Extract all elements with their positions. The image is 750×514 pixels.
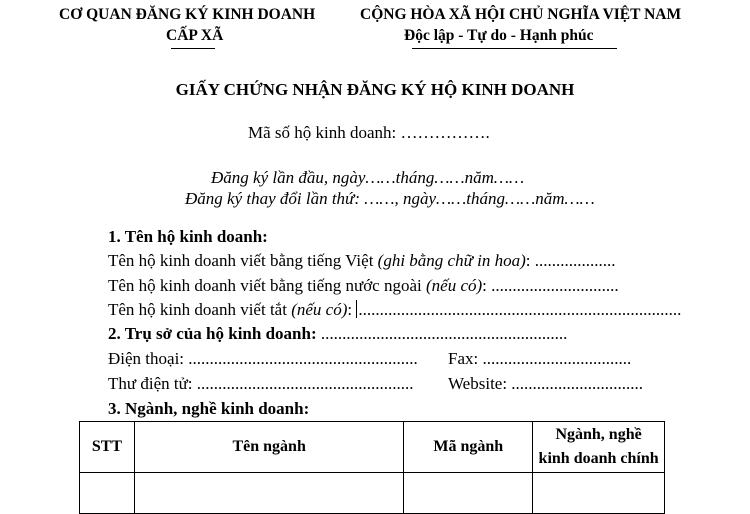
- foreign-name-dots: : ..............................: [482, 276, 619, 295]
- national-motto: Độc lập - Tự do - Hạnh phúc: [404, 27, 594, 44]
- col-main-header: [533, 422, 665, 473]
- vietnamese-name-note: (ghi bằng chữ in hoa): [377, 251, 526, 270]
- table-header-row: [80, 422, 665, 473]
- section-2-field[interactable]: [108, 324, 567, 344]
- table-cell[interactable]: [80, 473, 135, 514]
- short-name-note: (nếu có): [291, 300, 348, 319]
- section-3-heading: 3. Ngành, nghề kinh doanh:: [108, 399, 310, 418]
- short-name-dots: ............................................................................: [358, 300, 682, 319]
- change-registration-line: Đăng ký thay đổi lần thứ: ……, ngày……tháng……năm……: [185, 189, 595, 208]
- foreign-name-label: Tên hộ kinh doanh viết bằng tiếng nước ngoài: [108, 276, 426, 295]
- email-field[interactable]: Thư điện tử: ...................................................: [108, 374, 414, 393]
- fax-field[interactable]: Fax: ...................................: [448, 349, 632, 368]
- business-code-line: Mã số hộ kinh doanh: …………….: [248, 123, 490, 142]
- vietnamese-name-field[interactable]: [108, 251, 616, 271]
- short-name-colon: :: [347, 300, 357, 319]
- first-registration-line: Đăng ký lần đầu, ngày……tháng……năm……: [211, 168, 525, 187]
- col-name-header: Tên ngành: [134, 422, 403, 473]
- col-stt-header: STT: [80, 422, 135, 473]
- national-title: CỘNG HÒA XÃ HỘI CHỦ NGHĨA VIỆT NAM: [360, 6, 682, 23]
- col-code-header: Mã ngành: [404, 422, 533, 473]
- section-2-heading: 2. Trụ sở của hộ kinh doanh:: [108, 324, 317, 343]
- col-main-header-line1: Ngành, nghề: [555, 426, 642, 443]
- document-title: GIẤY CHỨNG NHẬN ĐĂNG KÝ HỘ KINH DOANH: [175, 80, 575, 99]
- foreign-name-note: (nếu có): [426, 276, 483, 295]
- foreign-name-field[interactable]: [108, 276, 619, 296]
- table-row: [80, 473, 665, 514]
- phone-field[interactable]: Điện thoại: ......................................................: [108, 349, 418, 368]
- table-cell[interactable]: [134, 473, 403, 514]
- section-1-heading: 1. Tên hộ kinh doanh:: [108, 227, 268, 246]
- table-cell[interactable]: [533, 473, 665, 514]
- agency-level: CẤP XÃ: [166, 27, 224, 44]
- section-2-dots: ..........................................................: [316, 324, 568, 343]
- short-name-label: Tên hộ kinh doanh viết tắt: [108, 300, 292, 319]
- vietnamese-name-dots: : ...................: [525, 251, 616, 270]
- industry-table: [79, 421, 665, 514]
- short-name-field[interactable]: [108, 300, 681, 320]
- agency-underline: [171, 48, 215, 49]
- website-field[interactable]: Website: ...............................: [448, 374, 644, 393]
- vietnamese-name-label: Tên hộ kinh doanh viết bằng tiếng Việt: [108, 251, 378, 270]
- table-cell[interactable]: [404, 473, 533, 514]
- col-main-header-line2: kinh doanh chính: [538, 450, 659, 467]
- motto-underline: [412, 48, 617, 49]
- agency-name: CƠ QUAN ĐĂNG KÝ KINH DOANH: [59, 6, 316, 23]
